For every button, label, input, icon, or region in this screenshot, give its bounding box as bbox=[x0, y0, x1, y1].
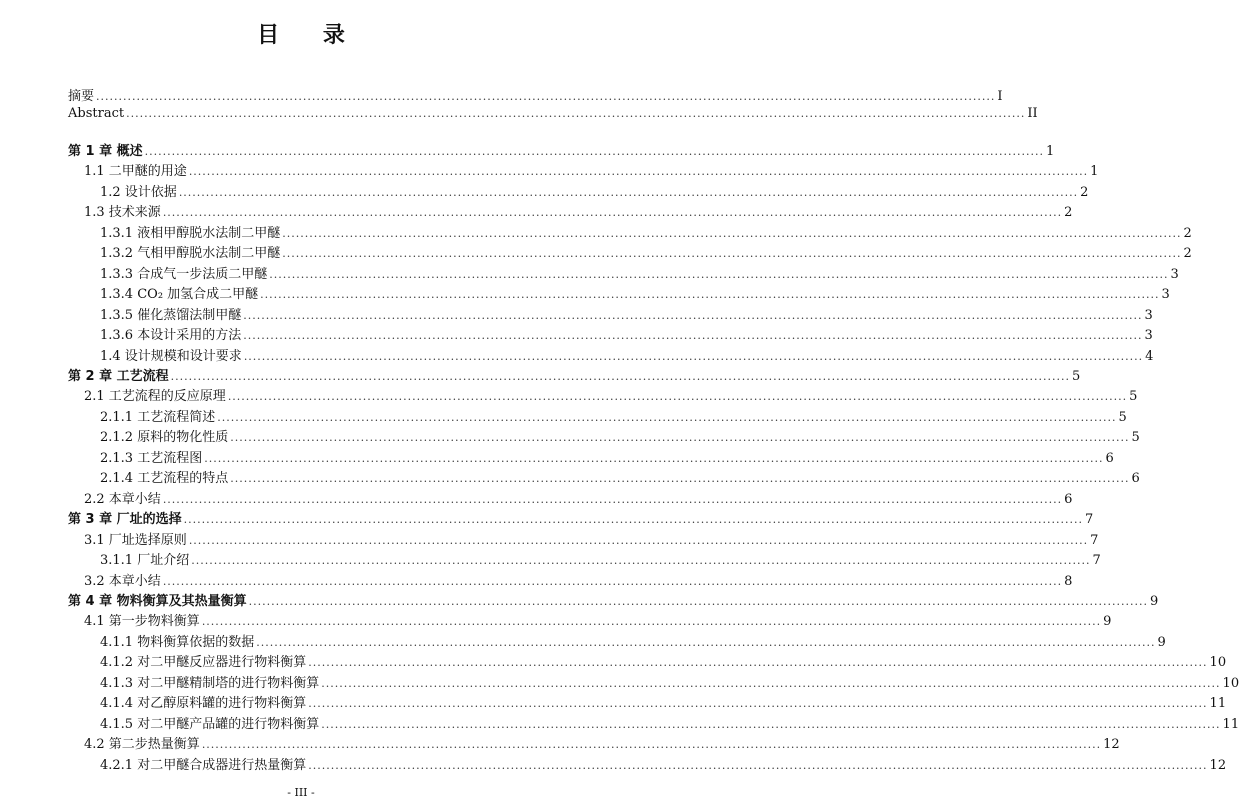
dot-leader: ........................................................................................................................................................................................................ bbox=[243, 309, 1143, 322]
toc-entry-page: 12 bbox=[1103, 737, 1120, 752]
dot-leader: ........................................................................................................................................................................................................ bbox=[162, 493, 1063, 506]
toc-entry[interactable] bbox=[0, 490, 1073, 510]
dot-leader: ........................................................................................................................................................................................................ bbox=[144, 145, 1044, 158]
toc-entry-label: 4.1.3 对二甲醚精制塔的进行物料衡算 bbox=[100, 676, 320, 691]
toc-entry-page: 10 bbox=[1209, 655, 1227, 670]
dot-leader: ........................................................................................................................................................................................................ bbox=[256, 636, 1156, 649]
toc-entry[interactable] bbox=[0, 756, 1227, 776]
toc-entry-page: 5 bbox=[1131, 430, 1140, 445]
toc-entry-page: 7 bbox=[1092, 553, 1101, 568]
dot-leader: ........................................................................................................................................................................................................ bbox=[227, 390, 1128, 403]
dot-leader: ........................................................................................................................................................................................................ bbox=[183, 513, 1083, 526]
dot-leader: ........................................................................................................................................................................................................ bbox=[282, 247, 1182, 260]
toc-entry-page: 6 bbox=[1105, 451, 1114, 466]
dot-leader: ........................................................................................................................................................................................................ bbox=[162, 206, 1063, 219]
toc-entry-page: 3 bbox=[1161, 287, 1170, 302]
toc-entry[interactable] bbox=[0, 449, 1114, 469]
toc-entry-page: 7 bbox=[1084, 512, 1094, 527]
toc-entry-label: 4.2 第二步热量衡算 bbox=[84, 737, 200, 752]
toc-entry-page: 11 bbox=[1222, 717, 1239, 732]
toc-entry[interactable] bbox=[0, 347, 1154, 367]
toc-entry-page: 6 bbox=[1131, 471, 1140, 486]
toc-entry-page: 2 bbox=[1183, 226, 1192, 241]
toc-entry-page: 2 bbox=[1064, 205, 1073, 220]
dot-leader: ........................................................................................................................................................................................................ bbox=[96, 90, 996, 103]
toc-entry-label: 3.1.1 厂址介绍 bbox=[100, 553, 190, 568]
toc-entry[interactable] bbox=[0, 715, 1239, 735]
toc-entry-label: 1.1 二甲醚的用途 bbox=[84, 164, 187, 179]
dot-leader: ........................................................................................................................................................................................................ bbox=[170, 370, 1070, 383]
toc-entry-page: 1 bbox=[1045, 144, 1055, 159]
toc-entry-label: 4.1 第一步物料衡算 bbox=[84, 614, 200, 629]
toc-entry[interactable] bbox=[0, 306, 1153, 326]
toc-entry-page: 12 bbox=[1209, 758, 1227, 773]
dot-leader: ........................................................................................................................................................................................................ bbox=[321, 677, 1221, 690]
toc-entry[interactable] bbox=[0, 142, 1055, 162]
toc-entry[interactable] bbox=[0, 203, 1073, 223]
toc-entry-page: 10 bbox=[1222, 676, 1239, 691]
toc-entry-page: 9 bbox=[1103, 614, 1112, 629]
toc-entry-page: 11 bbox=[1209, 696, 1227, 711]
dot-leader: ........................................................................................................................................................................................................ bbox=[308, 656, 1208, 669]
toc-entry[interactable] bbox=[0, 265, 1179, 285]
toc-entry-label: 2.2 本章小结 bbox=[84, 492, 161, 507]
dot-leader: ........................................................................................................................................................................................................ bbox=[230, 431, 1130, 444]
toc-entry-page: 9 bbox=[1149, 594, 1159, 609]
toc-entry-label: 2.1.2 原料的物化性质 bbox=[100, 430, 229, 445]
dot-leader: ........................................................................................................................................................................................................ bbox=[217, 411, 1117, 424]
toc-entry[interactable] bbox=[0, 367, 1081, 387]
toc-entry[interactable] bbox=[0, 104, 1038, 124]
toc-entry-label: 4.1.4 对乙醇原料罐的进行物料衡算 bbox=[100, 696, 307, 711]
toc-entry[interactable] bbox=[0, 674, 1239, 694]
dot-leader: ........................................................................................................................................................................................................ bbox=[269, 268, 1169, 281]
toc-entry-label: 第 4 章 物料衡算及其热量衡算 bbox=[68, 594, 247, 609]
toc-entry[interactable] bbox=[0, 183, 1089, 203]
toc-entry[interactable] bbox=[0, 326, 1153, 346]
toc-entry-label: 2.1.3 工艺流程图 bbox=[100, 451, 203, 466]
toc-entry-label: 3.2 本章小结 bbox=[84, 574, 161, 589]
toc-entry[interactable] bbox=[0, 612, 1112, 632]
toc-entry-label: 4.1.5 对二甲醚产品罐的进行物料衡算 bbox=[100, 717, 320, 732]
toc-entry[interactable] bbox=[0, 162, 1099, 182]
dot-leader: ........................................................................................................................................................................................................ bbox=[260, 288, 1160, 301]
page-number-footer: - III - bbox=[287, 786, 315, 799]
toc-entry-page: 3 bbox=[1144, 328, 1153, 343]
toc-entry-label: 2.1.4 工艺流程的特点 bbox=[100, 471, 229, 486]
dot-leader: ........................................................................................................................................................................................................ bbox=[191, 554, 1091, 567]
toc-entry-page: 2 bbox=[1183, 246, 1192, 261]
toc-entry-page: 5 bbox=[1129, 389, 1138, 404]
dot-leader: ........................................................................................................................................................................................................ bbox=[243, 329, 1143, 342]
toc-entry-page: 1 bbox=[1090, 164, 1099, 179]
toc-entry-label: 1.3.3 合成气一步法质二甲醚 bbox=[100, 267, 268, 282]
toc-entry-label: 4.1.2 对二甲醚反应器进行物料衡算 bbox=[100, 655, 307, 670]
dot-leader: ........................................................................................................................................................................................................ bbox=[162, 575, 1063, 588]
toc-entry[interactable] bbox=[0, 510, 1094, 530]
dot-leader: ........................................................................................................................................................................................................ bbox=[126, 107, 1026, 120]
dot-leader: ........................................................................................................................................................................................................ bbox=[201, 615, 1102, 628]
toc-entry[interactable] bbox=[0, 653, 1227, 673]
toc-entry-page: I bbox=[997, 89, 1003, 104]
toc-entry[interactable] bbox=[0, 551, 1101, 571]
toc-entry-label: 第 2 章 工艺流程 bbox=[68, 369, 169, 384]
toc-entry[interactable] bbox=[0, 408, 1127, 428]
toc-entry[interactable] bbox=[0, 469, 1140, 489]
toc-entry-page: 2 bbox=[1080, 185, 1089, 200]
toc-entry-label: 1.3.2 气相甲醇脱水法制二甲醚 bbox=[100, 246, 281, 261]
toc-entry[interactable] bbox=[0, 633, 1166, 653]
toc-entry-page: 8 bbox=[1064, 574, 1073, 589]
toc-entry-label: 摘要 bbox=[68, 89, 95, 104]
dot-leader: ........................................................................................................................................................................................................ bbox=[230, 472, 1130, 485]
toc-entry[interactable] bbox=[0, 224, 1192, 244]
toc-entry[interactable] bbox=[0, 531, 1099, 551]
toc-entry-label: Abstract bbox=[68, 106, 125, 121]
toc-entry-page: 9 bbox=[1157, 635, 1166, 650]
dot-leader: ........................................................................................................................................................................................................ bbox=[201, 738, 1102, 751]
toc-entry-label: 2.1 工艺流程的反应原理 bbox=[84, 389, 226, 404]
toc-entry[interactable] bbox=[0, 244, 1192, 264]
toc-entry-label: 3.1 厂址选择原则 bbox=[84, 533, 187, 548]
toc-entry-page: 5 bbox=[1118, 410, 1127, 425]
dot-leader: ........................................................................................................................................................................................................ bbox=[188, 165, 1089, 178]
toc-entry[interactable] bbox=[0, 428, 1140, 448]
toc-entry-label: 4.2.1 对二甲醚合成器进行热量衡算 bbox=[100, 758, 307, 773]
toc-entry-label: 1.4 设计规模和设计要求 bbox=[100, 349, 242, 364]
toc-entry-label: 1.3 技术来源 bbox=[84, 205, 161, 220]
toc-entry-page: II bbox=[1027, 106, 1038, 121]
toc-entry[interactable] bbox=[0, 572, 1073, 592]
toc-entry[interactable] bbox=[0, 285, 1170, 305]
dot-leader: ........................................................................................................................................................................................................ bbox=[188, 534, 1089, 547]
dot-leader: ........................................................................................................................................................................................................ bbox=[308, 697, 1208, 710]
toc-entry-label: 1.2 设计依据 bbox=[100, 185, 177, 200]
dot-leader: ........................................................................................................................................................................................................ bbox=[178, 186, 1079, 199]
dot-leader: ........................................................................................................................................................................................................ bbox=[248, 595, 1148, 608]
toc-entry-page: 6 bbox=[1064, 492, 1073, 507]
toc-entry-label: 4.1.1 物料衡算依据的数据 bbox=[100, 635, 255, 650]
toc-entry-page: 3 bbox=[1144, 308, 1153, 323]
toc-entry-page: 3 bbox=[1170, 267, 1179, 282]
toc-entry[interactable] bbox=[0, 387, 1138, 407]
dot-leader: ........................................................................................................................................................................................................ bbox=[321, 718, 1221, 731]
toc-entry-label: 1.3.1 液相甲醇脱水法制二甲醚 bbox=[100, 226, 281, 241]
dot-leader: ........................................................................................................................................................................................................ bbox=[308, 759, 1208, 772]
toc-entry-label: 1.3.4 CO₂ 加氢合成二甲醚 bbox=[100, 287, 259, 302]
toc-entry-label: 1.3.6 本设计采用的方法 bbox=[100, 328, 242, 343]
toc-entry-page: 5 bbox=[1071, 369, 1081, 384]
toc-entry[interactable] bbox=[0, 735, 1120, 755]
toc-entry-page: 7 bbox=[1090, 533, 1099, 548]
toc-entry-label: 第 3 章 厂址的选择 bbox=[68, 512, 182, 527]
toc-entry[interactable] bbox=[0, 694, 1227, 714]
toc-entry-page: 4 bbox=[1145, 349, 1154, 364]
dot-leader: ........................................................................................................................................................................................................ bbox=[282, 227, 1182, 240]
toc-entry-label: 第 1 章 概述 bbox=[68, 144, 143, 159]
toc-entry-label: 1.3.5 催化蒸馏法制甲醚 bbox=[100, 308, 242, 323]
toc-entry[interactable] bbox=[0, 592, 1159, 612]
page-title: 目 录 bbox=[257, 23, 363, 48]
toc-entry-label: 2.1.1 工艺流程简述 bbox=[100, 410, 216, 425]
dot-leader: ........................................................................................................................................................................................................ bbox=[243, 350, 1144, 363]
dot-leader: ........................................................................................................................................................................................................ bbox=[204, 452, 1104, 465]
